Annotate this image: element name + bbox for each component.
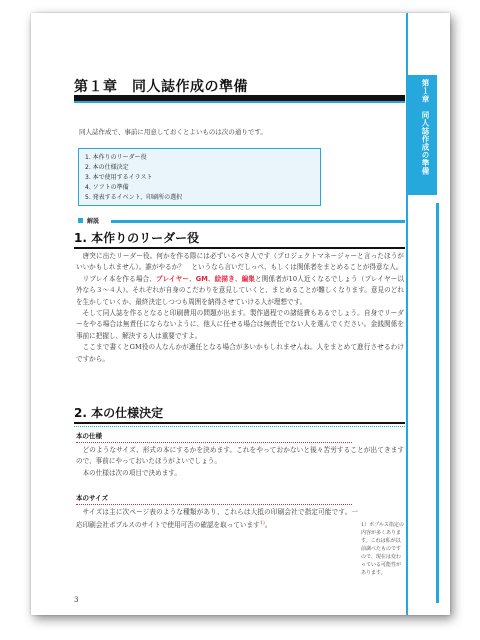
- explain-rule: [111, 220, 405, 223]
- subhead-dotted-rule: [76, 504, 352, 505]
- text-run: 、: [207, 274, 215, 283]
- keyword-editor: 編集: [241, 274, 256, 283]
- keyword-gm: GM: [195, 274, 208, 283]
- footnote: 1）ポプルス指定の内容が多くあります。これは私が以前調べたものですので、現在は変わっている可能性があります。: [361, 522, 404, 576]
- footnote-mark[interactable]: 1): [259, 520, 265, 527]
- explain-label: 解説: [87, 218, 100, 225]
- chapter-title: 第１章 同人誌作成の準備: [74, 79, 248, 95]
- topic-item: 1. 本作りのリーダー役: [85, 154, 147, 161]
- section1-rule: [74, 247, 405, 249]
- section1-heading: 1. 本作りのリーダー役: [74, 231, 200, 245]
- book-page: [31, 13, 450, 615]
- paragraph: どのようなサイズ、形式の本にするかを決めます。これをやっておかないと後々苦労することが出てきますので、事前にやっておいたほうがよいでしょう。: [76, 446, 404, 466]
- section2-body-2: [76, 507, 358, 532]
- keyword-illustrator: 絵描き: [214, 274, 235, 283]
- text-run: 。: [264, 521, 272, 530]
- section1-body: [76, 251, 404, 365]
- chapter-rule-accent: [74, 101, 405, 103]
- text-run: サイズは主に次ページ表のような種類があり、これらは大抵の印刷会社で指定可能です。一応印刷会社ポプルスのサイトで使用可否の確認を取っています: [76, 508, 358, 530]
- page-number: 3: [74, 596, 79, 604]
- subhead-size: 本のサイズ: [76, 494, 108, 502]
- paragraph: [76, 507, 358, 532]
- subhead-dotted-rule: [76, 442, 352, 443]
- paragraph: [76, 274, 404, 308]
- topic-item: 5. 発表するイベント、印刷所の選択: [85, 194, 183, 201]
- subhead-spec: 本の仕様: [76, 432, 102, 440]
- side-bar: [436, 203, 439, 603]
- topic-item: 3. 本で使用するイラスト: [85, 174, 153, 181]
- text-run: 、: [189, 274, 196, 283]
- text-run: 、: [234, 274, 242, 283]
- paragraph: 本の仕様は次の項目で決めます。: [82, 468, 181, 477]
- topic-item: 2. 本の仕様決定: [85, 164, 129, 171]
- keyword-player: プレイヤー: [156, 274, 190, 283]
- intro-text: 同人誌作成で、事前に用意しておくとよいものは次の通りです。: [79, 128, 267, 136]
- paragraph: ここまで書くとGM役の人なんかが適任となる場合が多いかもしれませんね。人をまとめて進行させるわけですから。: [76, 343, 404, 363]
- section2-body-1: [76, 445, 404, 479]
- section2-heading: 2. 本の仕様決定: [74, 406, 164, 420]
- paragraph: 唐突に出たリーダー役。何かを作る際には必ずいるべき人です（プロジェクトマネージャーと言ったほうがいいかもしれません）。誰がやるか？ というなら言いだしっぺ、もしくは関係者をまとめることが得意な人。: [76, 252, 404, 272]
- text-run: リプレイ本を作る場合、: [82, 274, 157, 283]
- section2-rule: [74, 422, 405, 424]
- topics-box: [78, 148, 321, 206]
- topic-item: 4. ソフトの準備: [85, 184, 129, 191]
- text-run: と関係者が10人近くなるでしょう（プレイヤー以外なら３～４人）。それぞれが自身のこだわりを意見していくと、まとめることが難しくなります。意見のどれを生かしていくか、最終決定しつつも周囲を納得させていける人が理想です。: [76, 274, 405, 306]
- running-head-text: 第１章 同人誌作成の準備: [421, 79, 430, 175]
- explain-square-icon: [78, 218, 83, 223]
- section2-dotted-rule: [74, 426, 405, 427]
- paragraph: そして同人誌を作るとなると印刷費用の問題が出ます。製作過程での諸経費もあるでしょう。自身でリーダーをやる場合は無責任にならないように、他人に任せる場合は無責任でない人を選んでください。金銭関係を事前に把握し、解決する人は重要ですよ。: [76, 309, 404, 340]
